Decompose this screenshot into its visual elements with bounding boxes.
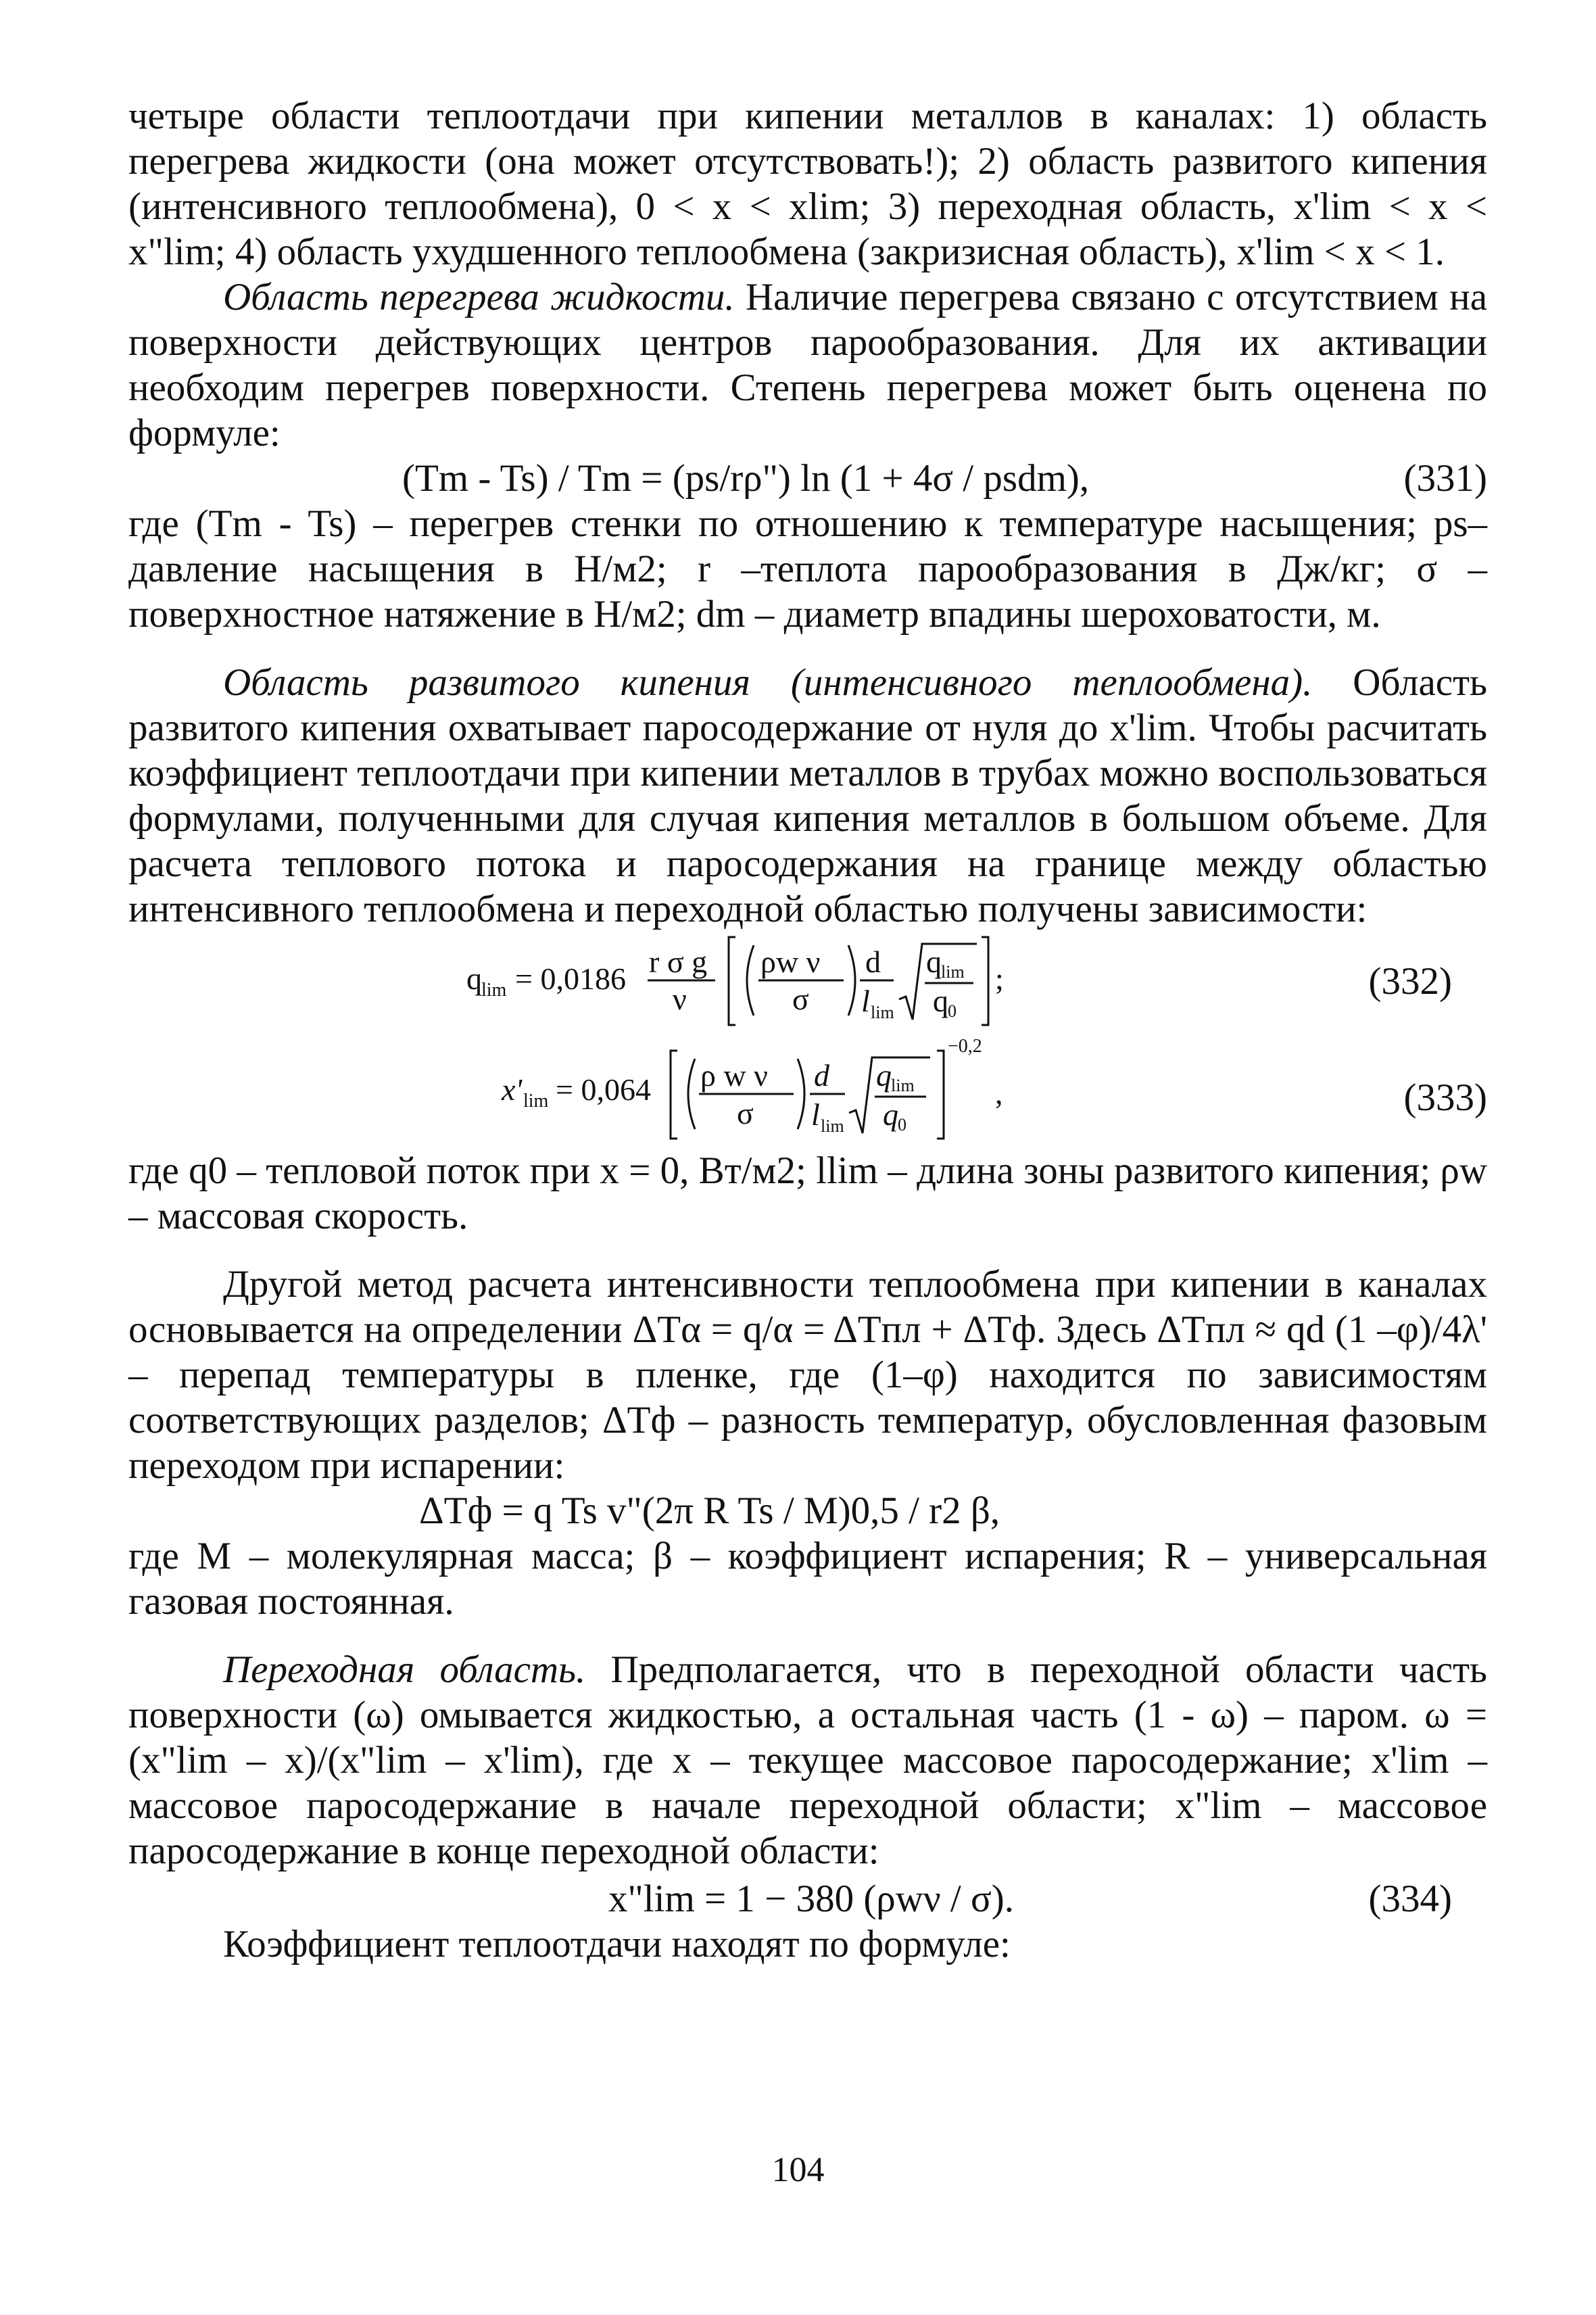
eq332-frac-num: r σ g <box>649 945 708 979</box>
section-superheat-title: Область перегрева жидкости. <box>223 276 735 318</box>
eq332-inner-num: ρw ν <box>760 945 821 979</box>
equation-333 <box>128 1036 1487 1144</box>
section-developed-boiling-text: Область развитого кипения охватывает паросодержание от нуля до x'lim. Чтобы расчитать коэффициент теплоотдачи при кипении металлов в трубах можно воспользоваться формулами, полученными для случая кипения металлов в большом объеме. Для расчета теплового потока и паросодержания на границе между областью интенсивного теплообмена и переходной областью получены зависимости: <box>128 661 1487 930</box>
eq332-d-den-sub: lim <box>871 1003 894 1022</box>
eq333-d-num: d <box>814 1058 829 1093</box>
eq332-root-den-sub: 0 <box>948 1001 957 1021</box>
intro-paragraph: четыре области теплоотдачи при кипении металлов в каналах: 1) область перегрева жидкости (она может отсутствовать!); 2) область развитого кипения (интенсивного теплообмена), 0 < x < xlim; 3) переходная область, x'lim < x < x"lim; 4) область ухудшенного теплообмена (закризисная область), x'lim < x < 1. <box>128 95 1487 273</box>
eq333-inner-den: σ <box>737 1096 754 1130</box>
eq333-lhs-sub: lim <box>523 1091 549 1112</box>
eq332-d-den: l <box>861 984 870 1018</box>
equation-331 <box>128 456 1487 501</box>
eq332-coef: = 0,0186 <box>515 961 626 996</box>
section-developed-boiling-paragraph <box>128 660 1487 932</box>
equation-333-number: (333) <box>1403 1076 1487 1119</box>
equation-332-formula <box>128 932 1487 1033</box>
eq333-d-den: l <box>811 1097 820 1132</box>
page-number: 104 <box>771 2151 825 2189</box>
page-body <box>128 93 1487 1967</box>
eq332-tail: ; <box>995 961 1004 996</box>
eq333-root-den-sub: 0 <box>898 1115 906 1135</box>
eq332-frac-den: ν <box>673 982 687 1016</box>
equation-331-number: (331) <box>1403 457 1487 500</box>
equation-334-formula: x"lim = 1 − 380 (ρwν / σ). <box>608 1878 1014 1920</box>
eq332-root-num-sub: lim <box>941 962 965 982</box>
eq332-inner-den: σ <box>792 982 809 1016</box>
equation-dtf-formula: ΔTф = q Ts v"(2π R Ts / M)0,5 / r2 β, <box>419 1489 1000 1532</box>
section-transition-paragraph <box>128 1647 1487 1874</box>
eq333-inner-num: ρ w ν <box>700 1058 768 1093</box>
eq333-root-num-sub: lim <box>891 1076 915 1095</box>
equation-dtf-explanation: где M – молекулярная масса; β – коэффициент испарения; R – универсальная газовая постоянная. <box>128 1535 1487 1623</box>
method-paragraph: Другой метод расчета интенсивности теплообмена при кипении в каналах основывается на определении ΔTα = q/α = ΔTпл + ΔTф. Здесь ΔTпл ≈ qd (1 –φ)/4λ' – перепад температуры в пленке, где (1–φ) находится по зависимостям соответствующих разделов; ΔTф – разность температур, обусловленная фазовым переходом при испарении: <box>128 1263 1487 1487</box>
eq332-root-den: q <box>933 984 948 1018</box>
eq333-root-num: q <box>876 1058 892 1093</box>
eq332-lhs: q <box>466 961 482 996</box>
eq333-exponent: −0,2 <box>948 1036 982 1057</box>
eq333-lhs: x' <box>502 1072 523 1107</box>
closing-paragraph: Коэффициент теплоотдачи находят по формуле: <box>223 1923 1011 1965</box>
eq333-d-den-sub: lim <box>821 1116 844 1136</box>
eq333-root-den: q <box>883 1097 898 1132</box>
equation-334 <box>128 1876 1487 1922</box>
section-superheat-paragraph <box>128 275 1487 456</box>
equation-332-number: (332) <box>1368 960 1452 1003</box>
equation-331-explanation: где (Tm - Ts) – перегрев стенки по отношению к температуре насыщения; ps– давление насыщения в Н/м2; r –теплота парообразования в Дж/кг; σ – поверхностное натяжение в Н/м2; dm – диаметр впадины шероховатости, м. <box>128 502 1487 636</box>
equation-333-formula <box>128 1036 1487 1144</box>
equation-332 <box>128 932 1487 1033</box>
section-transition-text: Предполагается, что в переходной области часть поверхности (ω) омывается жидкостью, а остальная часть (1 - ω) – паром. ω = (x"lim – x)/(x"lim – x'lim), где x – текущее массовое паросодержание; x'lim – массовое паросодержание в начале переходной области; x"lim – массовое паросодержание в конце переходной области: <box>128 1648 1487 1872</box>
equation-331-formula: (Tm - Ts) / Tm = (ps/rρ") ln (1 + 4σ / psdm), <box>402 457 1090 500</box>
section-transition-title: Переходная область. <box>223 1648 586 1691</box>
section-developed-boiling-title: Область развитого кипения (интенсивного теплообмена). <box>223 661 1313 704</box>
equation-334-number: (334) <box>1368 1878 1452 1920</box>
eq332-root-num: q <box>926 945 942 979</box>
eq332-d-num: d <box>865 945 881 979</box>
eq333-tail: , <box>995 1076 1003 1110</box>
section-superheat-text: Наличие перегрева связано с отсутствием на поверхности действующих центров парообразования. Для их активации необходим перегрев поверхности. Степень перегрева может быть оценена по формуле: <box>128 276 1487 454</box>
equation-333-explanation: где q0 – тепловой поток при x = 0, Вт/м2; llim – длина зоны развитого кипения; ρw – массовая скорость. <box>128 1149 1487 1237</box>
equation-dtf <box>128 1488 1487 1533</box>
eq332-lhs-sub: lim <box>481 980 507 1001</box>
eq333-coef: = 0,064 <box>556 1072 651 1107</box>
